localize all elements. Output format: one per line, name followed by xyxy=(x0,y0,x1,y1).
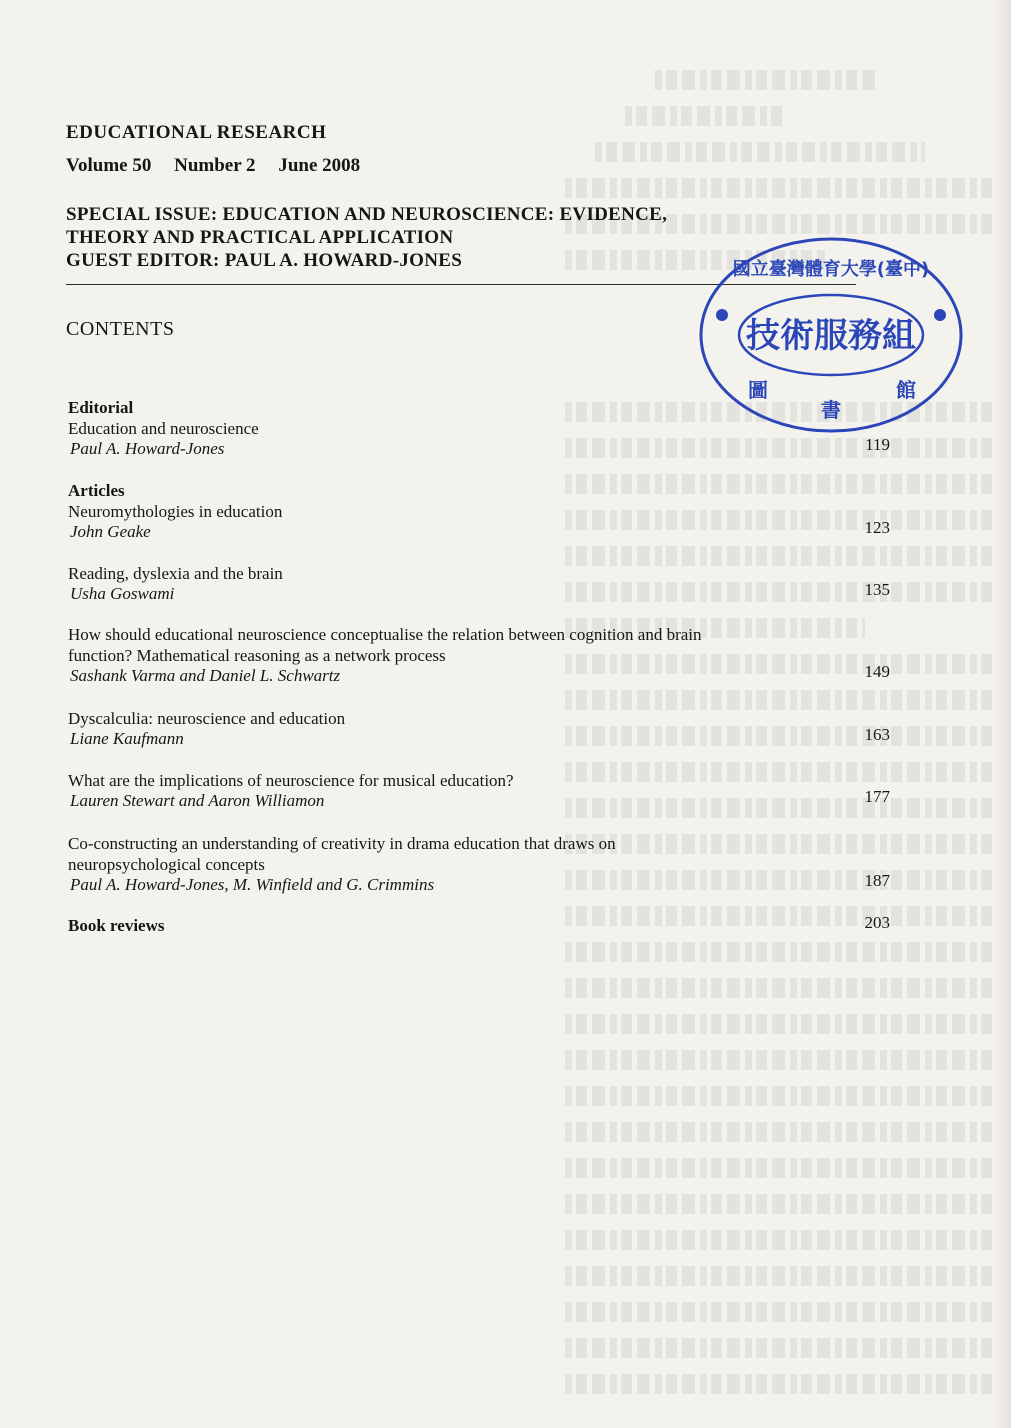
entry-title-continued: function? Mathematical reasoning as a network process xyxy=(68,646,446,665)
entry-title-continued: neuropsychological concepts xyxy=(68,855,265,874)
entry-title: Education and neuroscience xyxy=(68,419,259,438)
entry-title: Reading, dyslexia and the brain xyxy=(68,564,283,583)
stamp-left-char: 圖 xyxy=(748,378,768,402)
entry-author: Sashank Varma and Daniel L. Schwartz xyxy=(70,666,341,685)
issue-info xyxy=(66,155,378,177)
contents-heading: CONTENTS xyxy=(66,318,175,340)
entry-page-number: 187 xyxy=(864,871,890,890)
entry-author: Liane Kaufmann xyxy=(70,729,184,748)
entry-author: Paul A. Howard-Jones xyxy=(70,439,225,458)
entry-title: Neuromythologies in education xyxy=(68,502,283,521)
entry-author: Lauren Stewart and Aaron Williamon xyxy=(70,791,325,810)
stamp-flower-right xyxy=(934,309,946,321)
issue-date: June 2008 xyxy=(278,155,361,176)
entry-page-number: 163 xyxy=(864,725,890,744)
section-book-reviews: Book reviews xyxy=(68,916,165,935)
entry-page-number: 119 xyxy=(865,435,890,454)
entry-page-number: 135 xyxy=(864,580,890,599)
section-articles: Articles xyxy=(68,481,125,500)
volume: Volume 50 xyxy=(66,155,152,176)
entry-page-number: 149 xyxy=(864,662,890,681)
number: Number 2 xyxy=(174,155,256,176)
entry-author: Usha Goswami xyxy=(70,584,175,603)
entry-page-number: 123 xyxy=(864,518,890,537)
entry-title: Dyscalculia: neuroscience and education xyxy=(68,709,346,728)
entry-title: Co-constructing an understanding of creativity in drama education that draws on xyxy=(68,834,616,853)
stamp-flower-left xyxy=(716,309,728,321)
entry-author: Paul A. Howard-Jones, M. Winfield and G. Crimmins xyxy=(70,875,435,894)
entry-title: What are the implications of neuroscience for musical education? xyxy=(68,771,514,790)
entry-page-number: 203 xyxy=(864,913,890,932)
special-issue-heading xyxy=(66,203,667,272)
section-editorial: Editorial xyxy=(68,398,134,417)
stamp-right-char: 書 xyxy=(821,398,841,422)
stamp-top-text: 國立臺灣體育大學(臺中) xyxy=(732,259,930,280)
library-stamp-icon xyxy=(696,235,966,435)
stamp-bottom-char: 館 xyxy=(896,378,916,402)
guest-editor-line: GUEST EDITOR: PAUL A. HOWARD-JONES xyxy=(66,250,463,271)
stamp-center-text: 技術服務組 xyxy=(746,316,916,356)
journal-title: EDUCATIONAL RESEARCH xyxy=(66,122,327,143)
entry-author: John Geake xyxy=(70,522,151,541)
special-issue-line-1: SPECIAL ISSUE: EDUCATION AND NEUROSCIENCE: EVIDENCE, xyxy=(66,204,668,225)
entry-page-number: 177 xyxy=(864,787,890,806)
entry-title: How should educational neuroscience conceptualise the relation between cognition and brain xyxy=(68,625,702,644)
special-issue-line-2: THEORY AND PRACTICAL APPLICATION xyxy=(66,227,454,248)
page-edge-shadow xyxy=(993,0,1011,1428)
